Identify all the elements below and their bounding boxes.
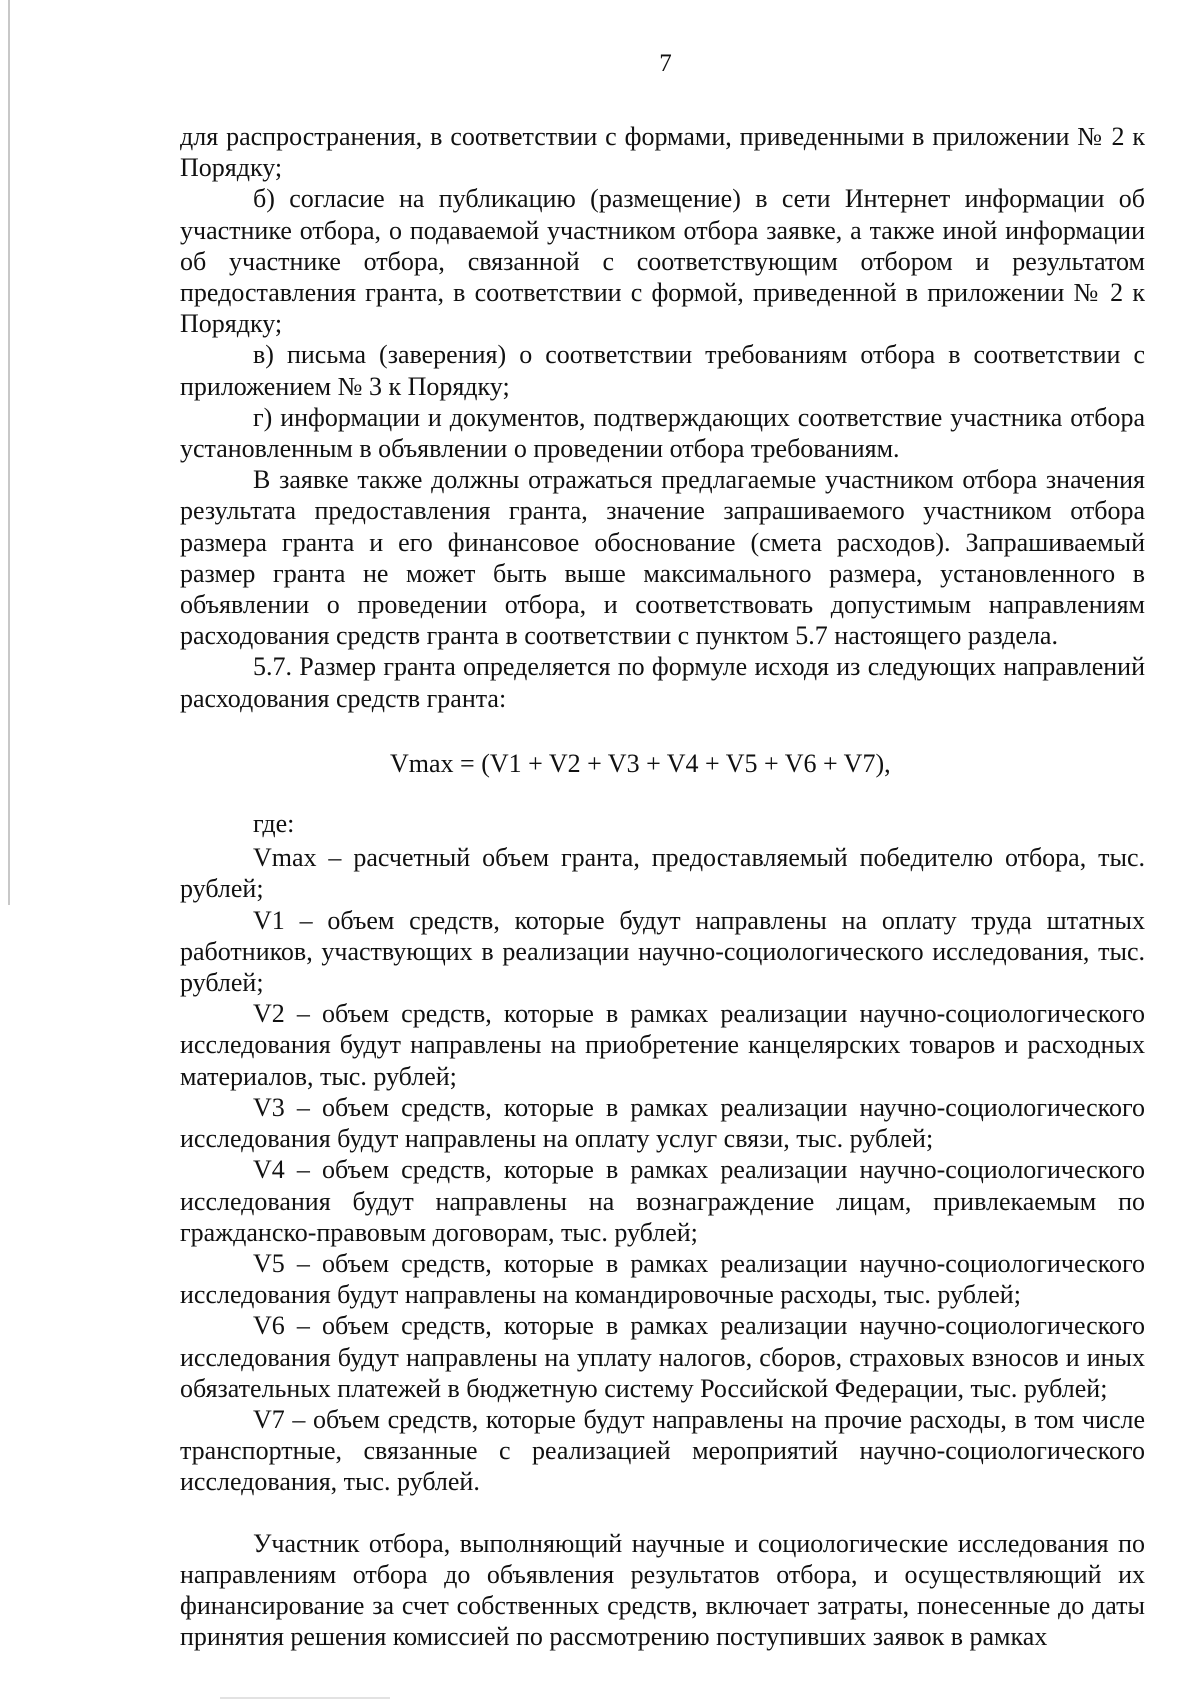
scan-edge-line bbox=[8, 0, 10, 905]
where-label: где: bbox=[253, 809, 295, 839]
definition-item: V6 – объем средств, которые в рамках реализации научно-социологического исследования будут направлены на уплату налогов, сборов, страховых взносов и иных обязательных платежей в бюджетную систему Российской Федерации, тыс. рублей; bbox=[180, 1311, 1145, 1403]
definition-item: V3 – объем средств, которые в рамках реализации научно-социологического исследования будут направлены на оплату услуг связи, тыс. рублей; bbox=[180, 1092, 1145, 1154]
paragraph: для распространения, в соответствии с формами, приведенными в приложении № 2 к Порядку; bbox=[180, 122, 1145, 183]
paragraph: б) согласие на публикацию (размещение) в сети Интернет информации об участнике отбора, о подаваемой участником отбора заявке, а также иной информации об участнике отбора, связанной с соответствующим отбором и результатом предоставления гранта, в соответствии с формой, приведенной в приложении № 2 к Порядку; bbox=[180, 184, 1145, 339]
document-body bbox=[180, 121, 1145, 1652]
paragraph: 5.7. Размер гранта определяется по формуле исходя из следующих направлений расходования средств гранта: bbox=[180, 652, 1145, 713]
definition-item: V2 – объем средств, которые в рамках реализации научно-социологического исследования будут направлены на приобретение канцелярских товаров и расходных материалов, тыс. рублей; bbox=[180, 999, 1145, 1091]
definition-item: V1 – объем средств, которые будут направлены на оплату труда штатных работников, участвующих в реализации научно-социологического исследования, тыс. рублей; bbox=[180, 905, 1145, 998]
scan-edge-mark bbox=[220, 1697, 390, 1699]
paragraph: в) письма (заверения) о соответствии требованиям отбора в соответствии с приложением № 3 к Порядку; bbox=[180, 340, 1145, 401]
paragraph: В заявке также должны отражаться предлагаемые участником отбора значения результата предоставления гранта, значение запрашиваемого участником отбора размера гранта и его финансовое обоснование (смета расходов). Запрашиваемый размер гранта не может быть выше максимального размера, установленного в объявлении о проведении отбора, и соответствовать допустимым направлениям расходования средств гранта в соответствии с пунктом 5.7 настоящего раздела. bbox=[180, 465, 1145, 651]
paragraph: г) информации и документов, подтверждающих соответствие участника отбора установленным в объявлении о проведении отбора требованиям. bbox=[180, 402, 1145, 464]
grant-formula: Vmax = (V1 + V2 + V3 + V4 + V5 + V6 + V7), bbox=[390, 748, 891, 778]
definition-item: V7 – объем средств, которые будут направлены на прочие расходы, в том числе транспортные, связанные с реализацией мероприятий научно-социологического исследования, тыс. рублей. bbox=[180, 1404, 1145, 1497]
definition-item: V5 – объем средств, которые в рамках реализации научно-социологического исследования будут направлены на командировочные расходы, тыс. рублей; bbox=[180, 1248, 1145, 1310]
definition-item: V4 – объем средств, которые в рамках реализации научно-социологического исследования будут направлены на вознаграждение лицам, привлекаемым по гражданско-правовым договорам, тыс. рублей; bbox=[180, 1155, 1145, 1247]
definition-item: Vmax – расчетный объем гранта, предоставляемый победителю отбора, тыс. рублей; bbox=[180, 843, 1145, 904]
closing-paragraph: Участник отбора, выполняющий научные и социологические исследования по направлениям отбора до объявления результатов отбора, и осуществляющий их финансирование за счет собственных средств, включает затраты, понесенные до даты принятия решения комиссией по рассмотрению поступивших заявок в рамках bbox=[180, 1528, 1145, 1652]
page-number: 7 bbox=[659, 50, 672, 77]
